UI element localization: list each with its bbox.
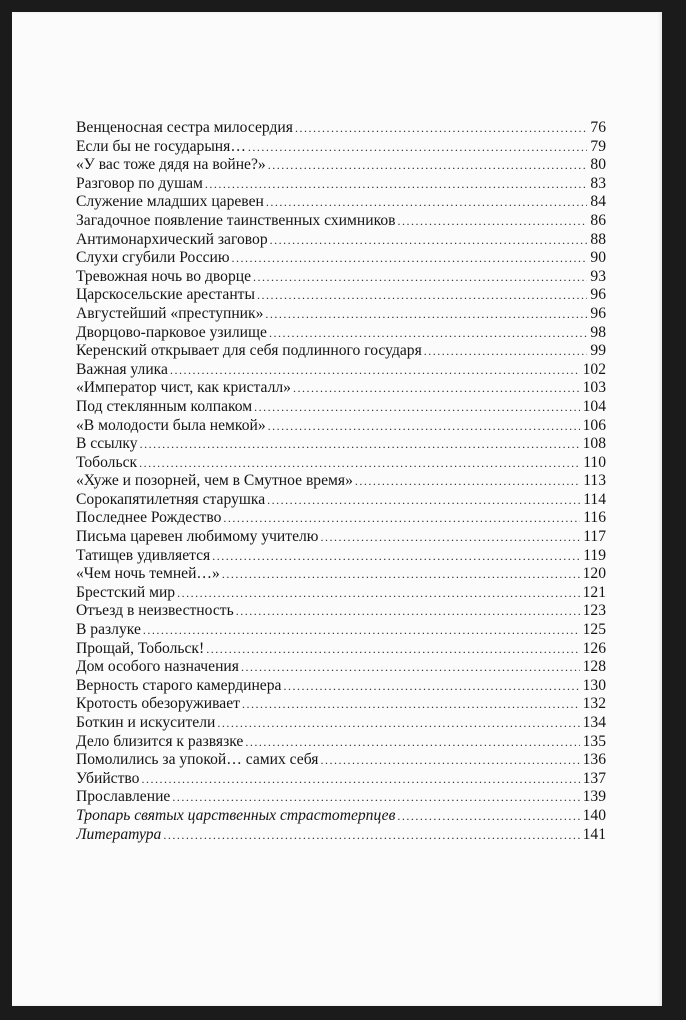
toc-entry	[76, 305, 606, 324]
toc-entry	[76, 695, 606, 714]
toc-dot-leader	[270, 231, 588, 250]
toc-dot-leader	[266, 193, 588, 212]
toc-dot-leader	[265, 305, 587, 324]
toc-entry-title: Сорокапятилетняя старушка	[76, 490, 266, 508]
toc-entry	[76, 509, 606, 528]
toc-entry-page-number: 102	[582, 360, 606, 378]
toc-entry	[76, 435, 606, 454]
toc-dot-leader	[206, 640, 579, 659]
toc-dot-leader	[242, 695, 580, 714]
toc-entry-title: В ссылку	[76, 435, 138, 453]
toc-entry	[76, 565, 606, 584]
toc-dot-leader	[248, 138, 587, 157]
toc-entry-title: «У вас тоже дядя на войне?»	[76, 156, 266, 174]
toc-entry-page-number: 141	[582, 825, 606, 843]
toc-entry-page-number: 110	[583, 453, 606, 471]
toc-entry-title: Под стеклянным колпаком	[76, 397, 253, 415]
toc-entry	[76, 751, 606, 770]
toc-entry-page-number: 123	[582, 602, 606, 620]
toc-dot-leader	[268, 417, 580, 436]
toc-entry	[76, 807, 606, 826]
toc-entry-page-number: 96	[590, 286, 606, 304]
toc-entry-title: Убийство	[76, 769, 140, 787]
toc-dot-leader	[217, 714, 579, 733]
toc-entry-page-number: 136	[582, 751, 606, 769]
toc-entry	[76, 621, 606, 640]
toc-entry-title: «Хуже и позорней, чем в Смутное время»	[76, 472, 353, 490]
toc-dot-leader	[236, 602, 580, 621]
toc-entry-page-number: 99	[590, 342, 606, 360]
toc-entry-title: Письма царевен любимому учителю	[76, 528, 319, 546]
toc-dot-leader	[253, 268, 587, 287]
toc-dot-leader	[320, 751, 579, 770]
toc-entry-title: Прощай, Тобольск!	[76, 639, 205, 657]
toc-entry-title: Прославление	[76, 788, 171, 806]
toc-entry-title: Татищев удивляется	[76, 546, 211, 564]
toc-entry-page-number: 121	[582, 583, 606, 601]
toc-entry	[76, 379, 606, 398]
toc-entry-title: Последнее Рождество	[76, 509, 222, 527]
toc-entry-title: Дом особого назначения	[76, 658, 239, 676]
toc-entry-title: Загадочное появление таинственных схимников	[76, 211, 396, 229]
toc-entry	[76, 584, 606, 603]
toc-entry-page-number: 139	[582, 788, 606, 806]
toc-entry-title: Слухи сгубили Россию	[76, 249, 230, 267]
toc-dot-leader	[245, 733, 579, 752]
toc-dot-leader	[172, 788, 579, 807]
toc-entry-page-number: 137	[582, 769, 606, 787]
toc-entry-page-number: 120	[582, 565, 606, 583]
toc-entry-page-number: 76	[590, 119, 606, 136]
toc-entry	[76, 454, 606, 473]
toc-entry-page-number: 83	[590, 174, 606, 192]
toc-entry-page-number: 104	[582, 397, 606, 415]
toc-entry-page-number: 125	[582, 621, 606, 639]
toc-entry-page-number: 132	[582, 695, 606, 713]
toc-entry-page-number: 79	[590, 137, 606, 155]
toc-entry-title: Дворцово-парковое узилище	[76, 323, 267, 341]
toc-entry	[76, 417, 606, 436]
toc-dot-leader	[212, 547, 580, 566]
toc-entry	[76, 788, 606, 807]
toc-entry	[76, 640, 606, 659]
toc-dot-leader	[295, 119, 587, 138]
toc-entry-title: Тропарь святых царственных страстотерпцев	[76, 806, 396, 824]
toc-entry	[76, 193, 606, 212]
toc-entry-page-number: 93	[590, 267, 606, 285]
toc-entry-title: Кротость обезоруживает	[76, 695, 240, 713]
toc-dot-leader	[141, 770, 579, 789]
toc-entry-page-number: 134	[582, 714, 606, 731]
toc-entry-title: Если бы не государыня…	[76, 137, 246, 155]
toc-entry-page-number: 98	[590, 323, 606, 341]
toc-entry-title: Помолились за упокой… самих себя	[76, 751, 319, 769]
toc-entry	[76, 677, 606, 696]
toc-entry	[76, 714, 606, 733]
toc-entry-page-number: 80	[590, 156, 606, 174]
toc-entry	[76, 602, 606, 621]
toc-entry-title: Боткин и искусители	[76, 714, 216, 731]
toc-entry-title: Разговор по душам	[76, 174, 203, 192]
toc-entry	[76, 268, 606, 287]
toc-entry-page-number: 96	[590, 304, 606, 322]
toc-entry-title: Брестский мир	[76, 583, 176, 601]
toc-entry	[76, 342, 606, 361]
toc-entry-page-number: 106	[582, 416, 606, 434]
toc-entry-page-number: 113	[583, 472, 606, 490]
toc-dot-leader	[205, 175, 588, 194]
toc-entry-title: Литература	[76, 825, 162, 843]
toc-entry-title: Антимонархический заговор	[76, 230, 268, 248]
toc-entry-title: «Император чист, как кристалл»	[76, 379, 291, 397]
toc-dot-leader	[139, 454, 580, 473]
toc-entry-title: Дело близится к развязке	[76, 732, 244, 750]
toc-entry-page-number: 86	[590, 211, 606, 229]
toc-dot-leader	[177, 584, 580, 603]
toc-dot-leader	[269, 324, 587, 343]
toc-entry-title: Царскосельские арестанты	[76, 286, 255, 304]
toc-dot-leader	[170, 361, 580, 380]
toc-entry-title: «Чем ночь темней…»	[76, 565, 220, 583]
toc-dot-leader	[398, 212, 588, 231]
toc-entry	[76, 249, 606, 268]
toc-entry	[76, 119, 606, 138]
toc-entry-page-number: 116	[583, 509, 606, 527]
toc-entry-title: Отъезд в неизвестность	[76, 602, 234, 620]
toc-entry-page-number: 88	[590, 230, 606, 248]
toc-entry-title: «В молодости была немкой»	[76, 416, 266, 434]
toc-entry-page-number: 126	[582, 639, 606, 657]
toc-entry-title: В разлуке	[76, 621, 141, 639]
toc-dot-leader	[424, 342, 588, 361]
toc-entry	[76, 528, 606, 547]
toc-entry	[76, 491, 606, 510]
toc-dot-leader	[267, 491, 580, 510]
toc-entry-page-number: 90	[590, 249, 606, 267]
toc-entry	[76, 324, 606, 343]
toc-entry-title: Тобольск	[76, 453, 138, 471]
book-page	[12, 12, 662, 1006]
toc-entry	[76, 361, 606, 380]
toc-entry	[76, 547, 606, 566]
toc-entry	[76, 472, 606, 491]
toc-entry	[76, 212, 606, 231]
toc-entry	[76, 733, 606, 752]
toc-dot-leader	[283, 677, 579, 696]
toc-dot-leader	[397, 807, 579, 826]
toc-dot-leader	[355, 472, 580, 491]
toc-entry-title: Важная улика	[76, 360, 168, 378]
toc-entry-title: Верность старого камердинера	[76, 676, 282, 694]
toc-dot-leader	[143, 621, 580, 640]
toc-entry	[76, 658, 606, 677]
toc-entry	[76, 398, 606, 417]
toc-dot-leader	[223, 509, 580, 528]
toc-entry-page-number: 117	[583, 528, 606, 546]
toc-dot-leader	[140, 435, 580, 454]
toc-entry-page-number: 128	[582, 658, 606, 676]
toc-entry	[76, 138, 606, 157]
toc-dot-leader	[163, 826, 579, 845]
toc-entry-title: Августейший «преступник»	[76, 304, 264, 322]
toc-dot-leader	[293, 379, 580, 398]
toc-entry-page-number: 135	[582, 732, 606, 750]
toc-entry	[76, 826, 606, 845]
toc-dot-leader	[232, 249, 588, 268]
toc-entry-page-number: 108	[582, 435, 606, 453]
toc-entry-page-number: 140	[582, 806, 606, 824]
toc-entry-title: Керенский открывает для себя подлинного государя	[76, 342, 422, 360]
toc-entry-page-number: 84	[590, 193, 606, 211]
toc-entry	[76, 175, 606, 194]
toc-entry	[76, 231, 606, 250]
toc-entry-title: Служение младших царевен	[76, 193, 264, 211]
toc-entry-page-number: 114	[583, 490, 606, 508]
toc-dot-leader	[241, 658, 580, 677]
toc-entry	[76, 770, 606, 789]
toc-dot-leader	[222, 565, 580, 584]
table-of-contents	[76, 119, 606, 844]
toc-entry-title: Венценосная сестра милосердия	[76, 119, 293, 136]
toc-entry-page-number: 130	[582, 676, 606, 694]
toc-dot-leader	[268, 156, 588, 175]
toc-entry-title: Тревожная ночь во дворце	[76, 267, 252, 285]
toc-entry	[76, 286, 606, 305]
toc-dot-leader	[257, 286, 587, 305]
toc-dot-leader	[320, 528, 580, 547]
toc-dot-leader	[254, 398, 579, 417]
toc-entry-page-number: 119	[583, 546, 606, 564]
toc-entry	[76, 156, 606, 175]
toc-entry-page-number: 103	[582, 379, 606, 397]
